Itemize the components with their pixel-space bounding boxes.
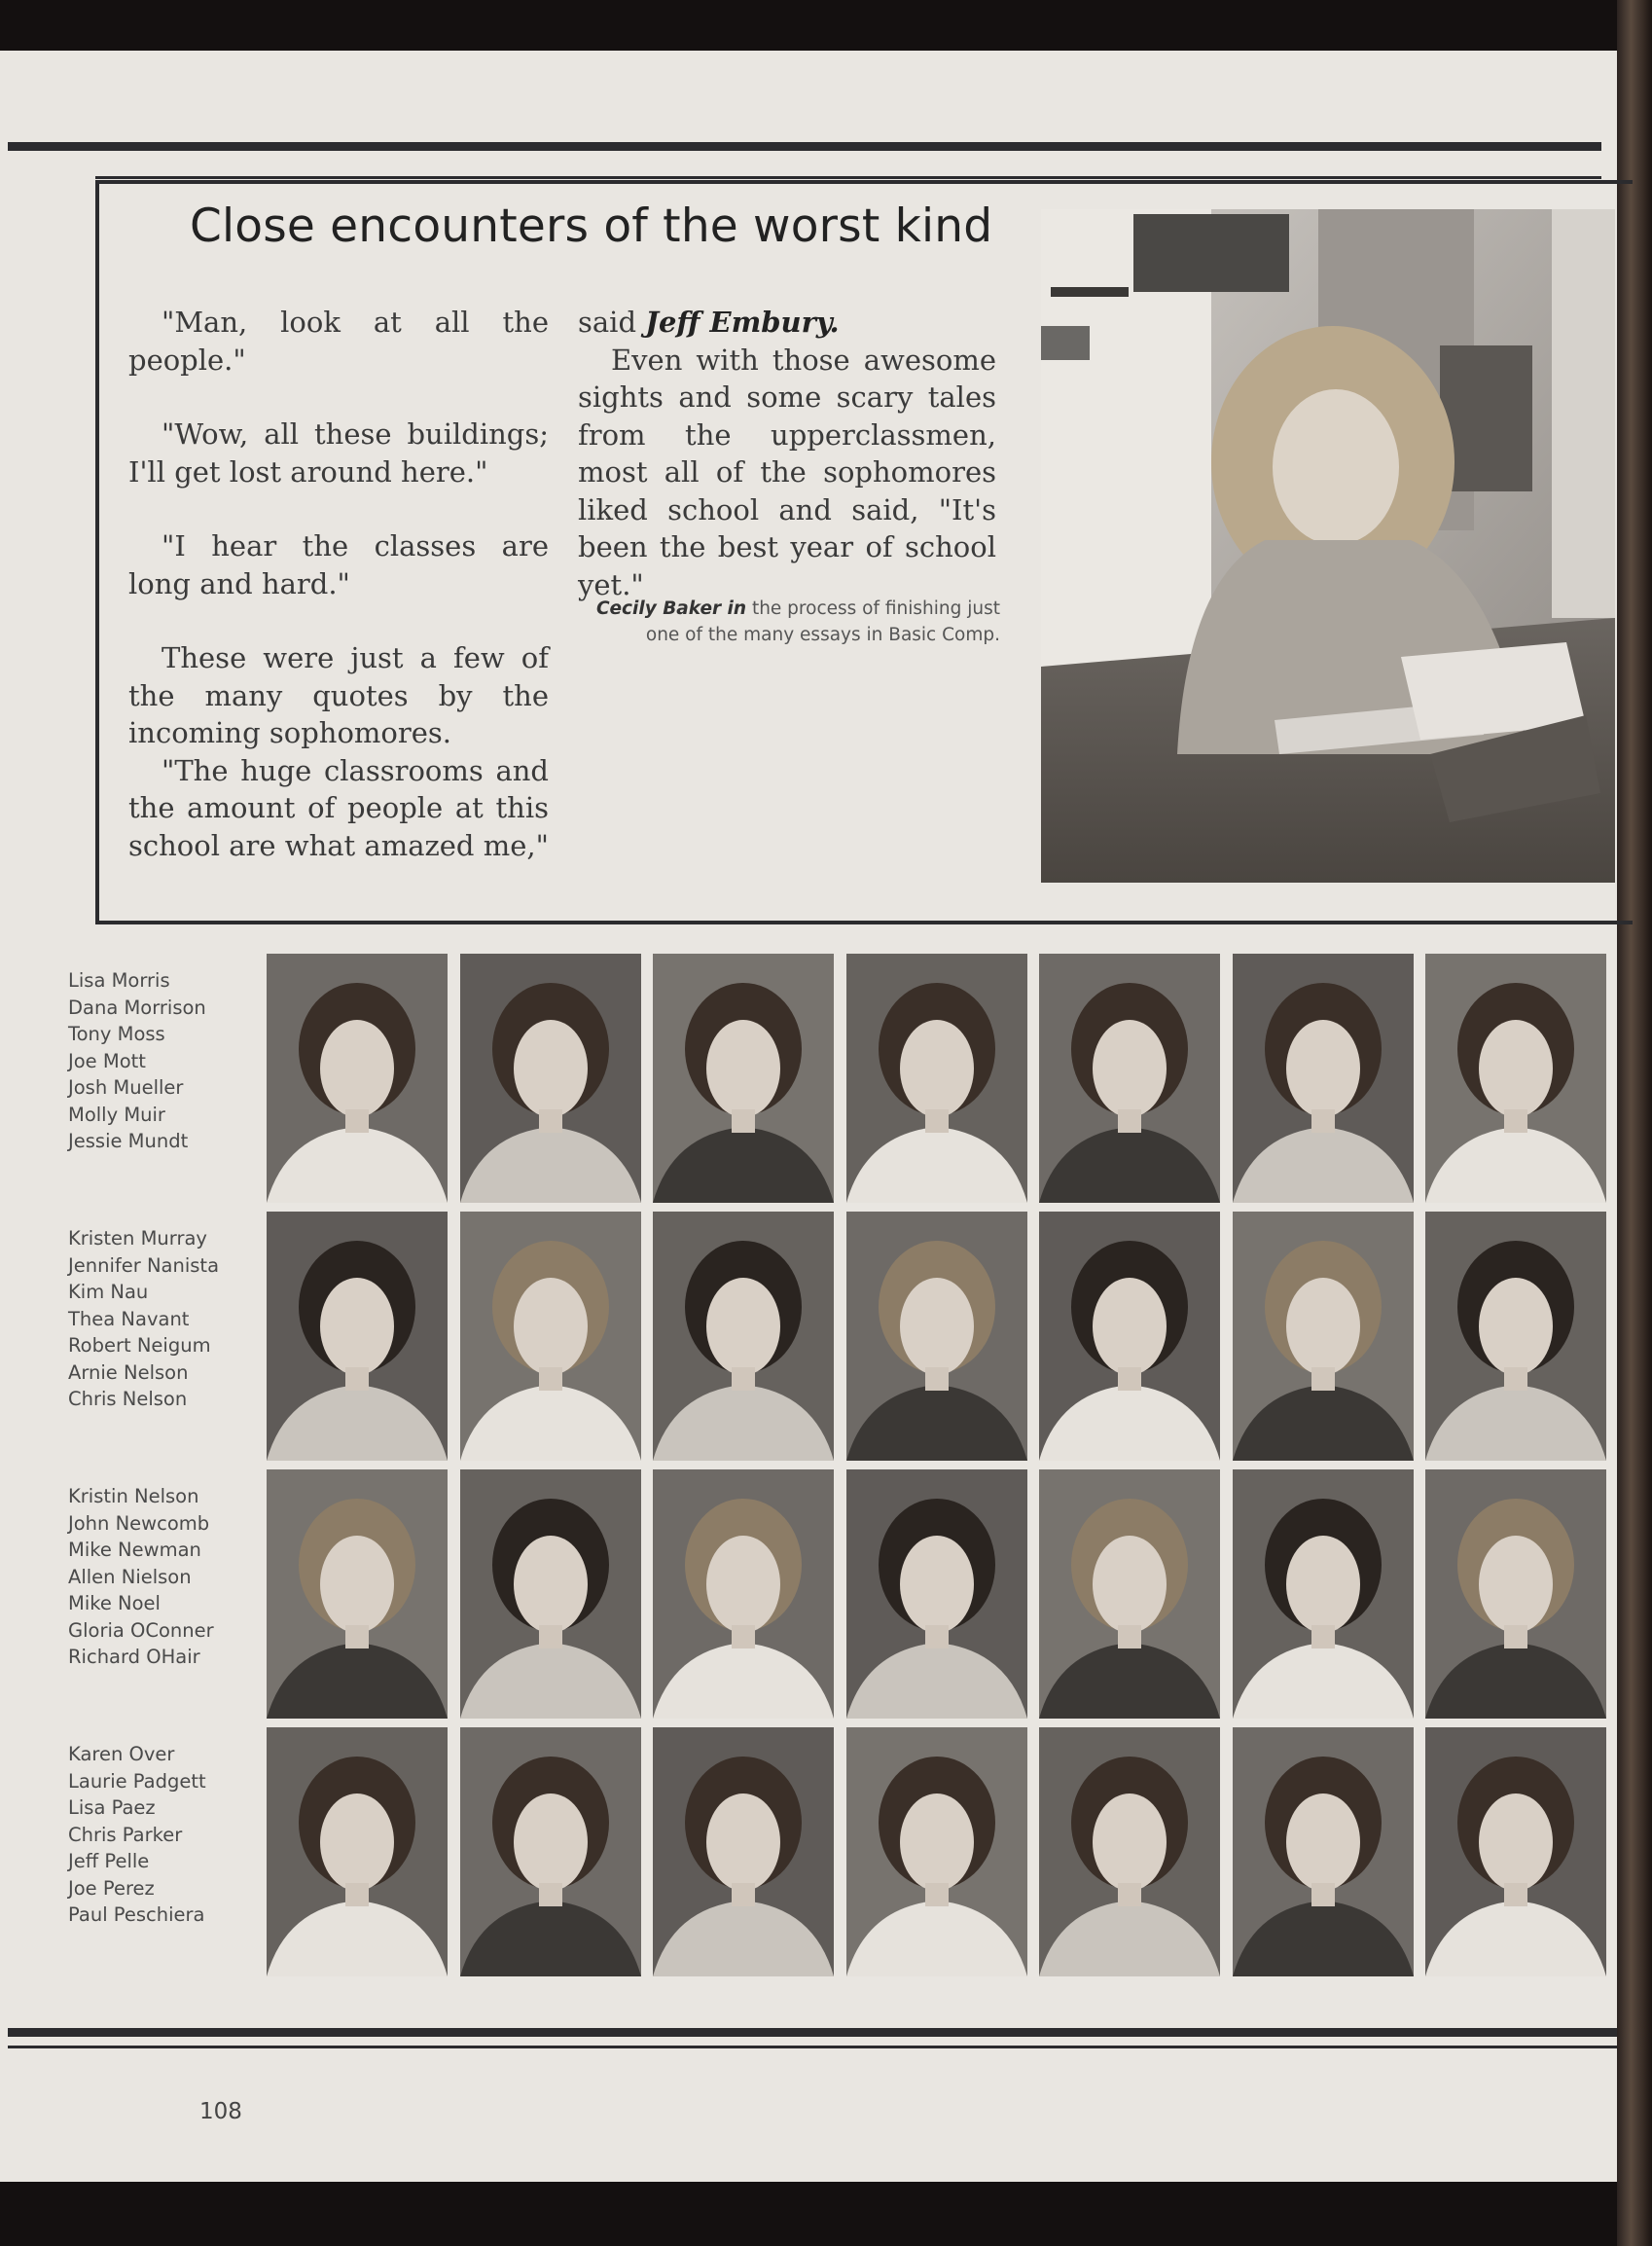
quote-1: "Man, look at all the people." [128,306,549,377]
quote-4: "The huge classrooms and the amount of people at this school are what amazed me," [128,753,549,862]
top-rule-thin [95,176,1601,179]
feature-photo [1041,209,1615,883]
student-portrait [1039,954,1220,1203]
student-portrait [846,1727,1027,1976]
article-column-2 [578,304,996,603]
student-name: Richard OHair [68,1646,200,1668]
student-name: Robert Neigum [68,1334,211,1357]
student-portrait [653,1727,834,1976]
student-portrait [653,954,834,1203]
student-name: Kim Nau [68,1281,149,1303]
student-portrait [267,1212,448,1461]
student-portrait [846,1469,1027,1719]
student-name: Lisa Paez [68,1796,156,1819]
student-name: John Newcomb [68,1511,210,1535]
student-name: Chris Parker [68,1823,183,1846]
attribution [578,304,996,342]
bottom-rule [8,2028,1617,2037]
student-name: Chris Nelson [68,1388,188,1410]
student-name: Thea Navant [68,1307,190,1330]
student-portrait [267,1727,448,1976]
attribution-name: Jeff Embury. [645,306,840,339]
student-name: Joe Perez [68,1876,155,1900]
caption-name: Cecily Baker in [595,598,747,619]
student-portrait [1425,954,1606,1203]
student-name: Molly Muir [68,1103,165,1126]
headline: Close encounters of the worst kind [190,199,993,253]
student-portrait [1039,1212,1220,1461]
article-column-1 [128,304,549,864]
student-name: Joe Mott [68,1049,146,1072]
article-closing-paragraph: Even with those awesome sights and some scary tales from the upperclassmen, most all of the sophomores liked school and said, "It's been the best year of school yet." [578,343,996,601]
quote-3: "I hear the classes are long and hard." [128,529,549,600]
student-portrait [1039,1727,1220,1976]
article-paragraph: These were just a few of the many quotes by the incoming sophomores. [128,641,549,749]
student-name: Gloria OConner [68,1618,214,1642]
student-name: Allen Nielson [68,1565,192,1588]
student-name: Tony Moss [68,1023,165,1045]
name-list-row-4 [68,1741,263,1929]
student-portrait [846,954,1027,1203]
student-name: Jennifer Nanista [68,1253,220,1277]
student-portrait [1425,1212,1606,1461]
photo-caption [580,596,1000,648]
quote-2: "Wow, all these buildings; I'll get lost around here." [128,417,549,489]
student-name: Kristin Nelson [68,1485,199,1507]
name-list-row-3 [68,1483,263,1671]
student-portrait [846,1212,1027,1461]
student-portrait [1039,1469,1220,1719]
student-name: Mike Noel [68,1592,161,1614]
student-portrait [1233,1212,1414,1461]
student-name: Karen Over [68,1743,175,1765]
student-name: Josh Mueller [68,1076,184,1099]
attribution-prefix: said [578,306,646,339]
caption-text: the process of finishing just one of the many essays in Basic Comp. [645,598,1000,645]
student-portrait [1425,1469,1606,1719]
student-portrait [1233,1469,1414,1719]
name-list-row-2 [68,1225,263,1413]
student-name: Lisa Morris [68,969,170,992]
page-number: 108 [199,2099,242,2124]
student-portrait [460,1727,641,1976]
name-list-row-1 [68,967,263,1155]
student-name: Mike Newman [68,1539,201,1561]
student-name: Kristen Murray [68,1227,207,1250]
student-name: Jessie Mundt [68,1130,189,1152]
student-portrait [1233,1727,1414,1976]
student-portrait [1233,954,1414,1203]
student-name: Dana Morrison [68,996,206,1019]
student-portrait [653,1469,834,1719]
top-rule [8,142,1601,151]
bottom-rule-thin [8,2046,1617,2048]
student-portrait [460,1212,641,1461]
student-portrait [267,954,448,1203]
student-portrait [267,1469,448,1719]
student-portrait [460,954,641,1203]
student-name: Jeff Pelle [68,1850,150,1872]
student-name: Laurie Padgett [68,1769,206,1793]
student-portrait [653,1212,834,1461]
student-portrait [1425,1727,1606,1976]
student-name: Arnie Nelson [68,1360,189,1384]
student-portrait [460,1469,641,1719]
student-name: Paul Peschiera [68,1903,205,1926]
